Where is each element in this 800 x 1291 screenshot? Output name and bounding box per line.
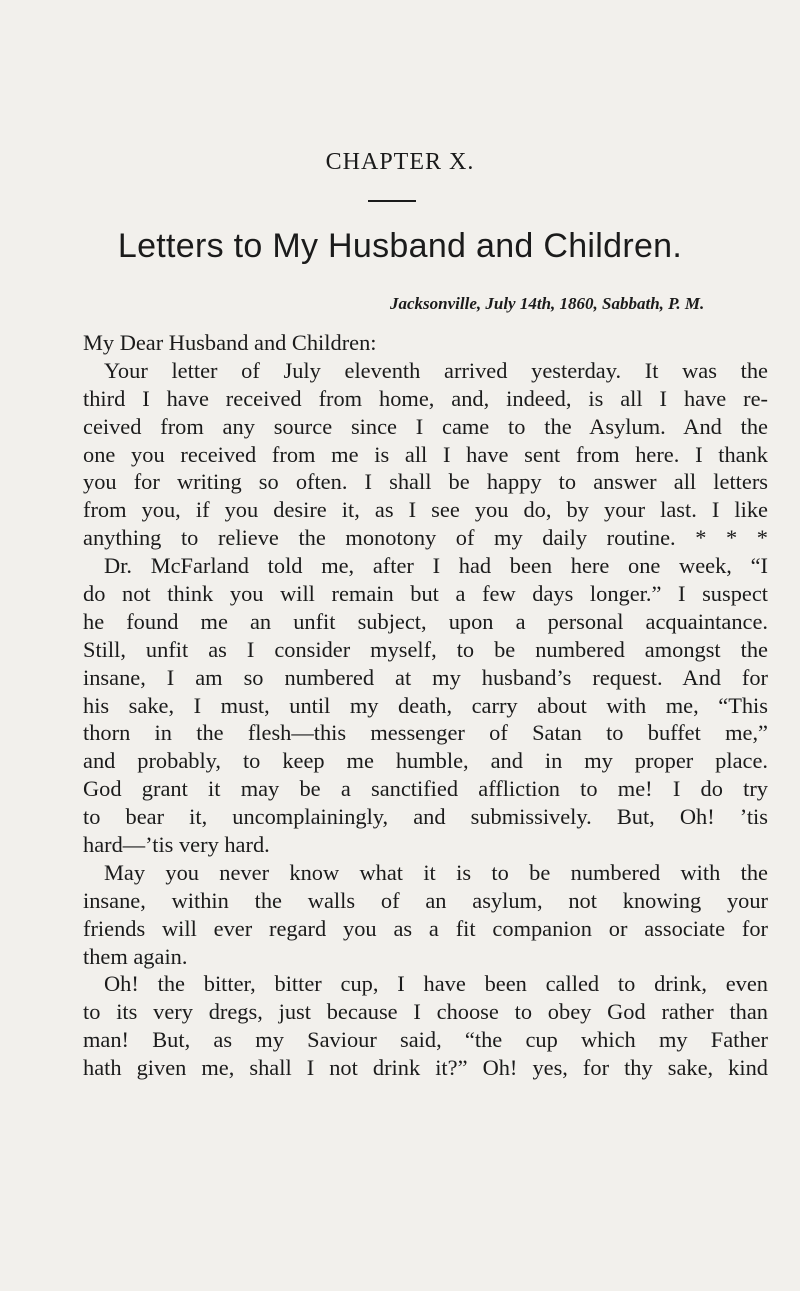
salutation-line: My Dear Husband and Children: [83, 330, 377, 355]
text-line: and probably, to keep me humble, and in my proper place. [83, 748, 768, 774]
text-line: insane, I am so numbered at my husband’s request. And for [83, 664, 768, 690]
text-line: God grant it may be a sanctified affliction to me! I do try [83, 776, 768, 802]
chapter-title: Letters to My Husband and Children. [117, 227, 683, 265]
text-line: to bear it, uncomplainingly, and submissively. But, Oh! ’tis [83, 804, 768, 830]
text-line: one you received from me is all I have sent from here. I thank [83, 441, 768, 467]
text-line: friends will ever regard you as a fit companion or associate for [83, 915, 768, 941]
text-line: Your letter of July eleventh arrived yesterday. It was the [104, 357, 768, 383]
text-line: them again. [83, 943, 188, 969]
text-line: thorn in the flesh—this messenger of Satan to buffet me,” [83, 720, 768, 746]
letter-body [83, 329, 768, 1082]
text-line: hard—’tis very hard. [83, 832, 270, 858]
text-line: to its very dregs, just because I choose to obey God rather than [83, 999, 768, 1025]
text-line: ceived from any source since I came to the Asylum. And the [83, 413, 768, 439]
heading-divider [368, 200, 416, 202]
text-line: Dr. McFarland told me, after I had been here one week, “I [104, 553, 768, 579]
text-line: do not think you will remain but a few days longer.” I suspect [83, 581, 768, 607]
text-line: anything to relieve the monotony of my daily routine. * * * [83, 525, 768, 551]
text-line: Oh! the bitter, bitter cup, I have been called to drink, even [104, 971, 768, 997]
text-line: insane, within the walls of an asylum, not knowing your [83, 887, 768, 913]
text-line: he found me an unfit subject, upon a personal acquaintance. [83, 608, 768, 634]
text-line: his sake, I must, until my death, carry about with me, “This [83, 692, 768, 718]
letter-dateline: Jacksonville, July 14th, 1860, Sabbath, P. M. [390, 294, 705, 313]
text-line: from you, if you desire it, as I see you do, by your last. I like [83, 497, 768, 523]
text-line: Still, unfit as I consider myself, to be numbered amongst the [83, 636, 768, 662]
text-line: third I have received from home, and, indeed, is all I have re- [83, 385, 768, 411]
text-line: you for writing so often. I shall be happy to answer all letters [83, 469, 768, 495]
text-line: man! But, as my Saviour said, “the cup which my Father [83, 1027, 768, 1053]
text-line: May you never know what it is to be numbered with the [104, 859, 768, 885]
chapter-heading: CHAPTER X. [325, 149, 475, 175]
text-line: hath given me, shall I not drink it?” Oh! yes, for thy sake, kind [83, 1055, 768, 1081]
